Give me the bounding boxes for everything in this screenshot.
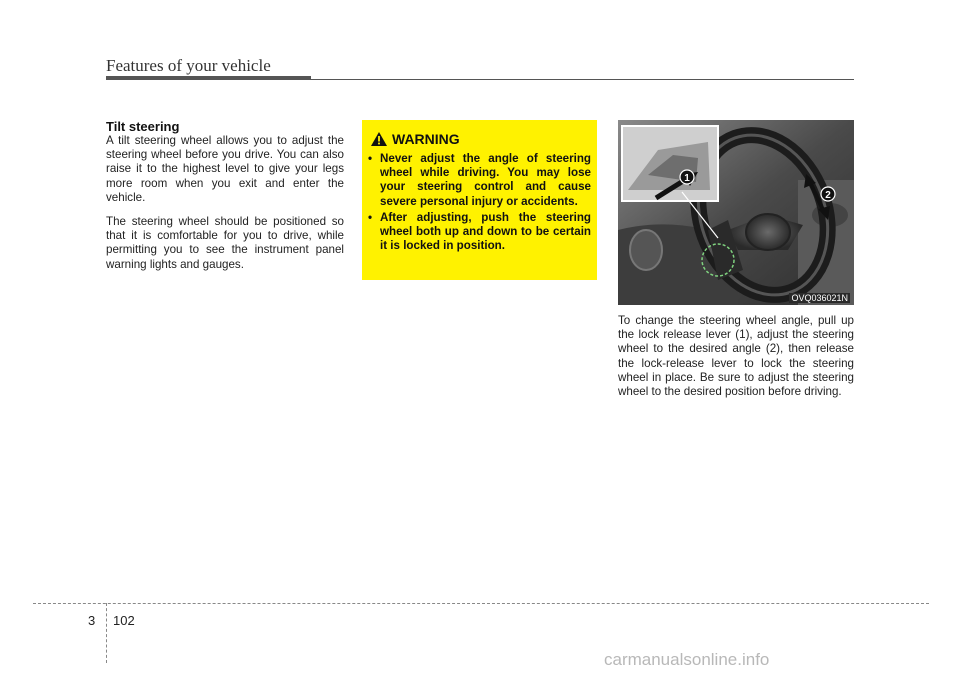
watermark: carmanualsonline.info: [604, 650, 770, 669]
figure-caption: OVQ036021N: [791, 293, 848, 303]
chapter-number: 3: [88, 613, 96, 628]
callout-2-label: 2: [825, 190, 831, 201]
steering-wheel-illustration: [618, 120, 854, 305]
intro-paragraph: A tilt steering wheel allows you to adjust the steering wheel before you drive. You can also raise it to the highest level to give your legs more room when you exit and enter the vehicle.: [106, 134, 344, 204]
page-number: 102: [113, 613, 135, 628]
warning-title-text: WARNING: [392, 131, 460, 147]
warning-item: [368, 211, 591, 254]
section-heading: Tilt steering: [106, 119, 180, 134]
page-header-title: Features of your vehicle: [106, 56, 271, 75]
bullet-icon: •: [368, 152, 373, 165]
header-rule: [106, 79, 854, 80]
warning-title: [371, 131, 460, 149]
tilt-steering-section: [106, 119, 344, 272]
footer-rule: [33, 603, 929, 604]
warning-list: [368, 152, 591, 255]
position-paragraph: The steering wheel should be positioned so that it is comfortable for you to drive, while permitting you to see the instrument panel warning lights and gauges.: [106, 215, 344, 271]
warning-item-text: After adjusting, push the steering wheel both up and down to be certain it is locked in position.: [380, 210, 591, 253]
instructions-paragraph: To change the steering wheel angle, pull up the lock release lever (1), adjust the steering wheel to the desired angle (2), then release the lock-release lever to lock the steering wheel in place. Be sure to adjust the steering wheel to the desired position before driving.: [618, 314, 854, 399]
footer-divider: [106, 603, 107, 663]
adjustment-instructions: [618, 314, 854, 399]
callout-1-label: 1: [684, 173, 690, 184]
warning-item-text: Never adjust the angle of steering wheel while driving. You may lose your steering control and cause severe personal injury or accidents.: [380, 152, 591, 208]
warning-triangle-icon: [371, 132, 387, 149]
steering-wheel-photo: [618, 120, 854, 305]
bullet-icon: •: [368, 210, 373, 224]
warning-item: [368, 152, 591, 209]
